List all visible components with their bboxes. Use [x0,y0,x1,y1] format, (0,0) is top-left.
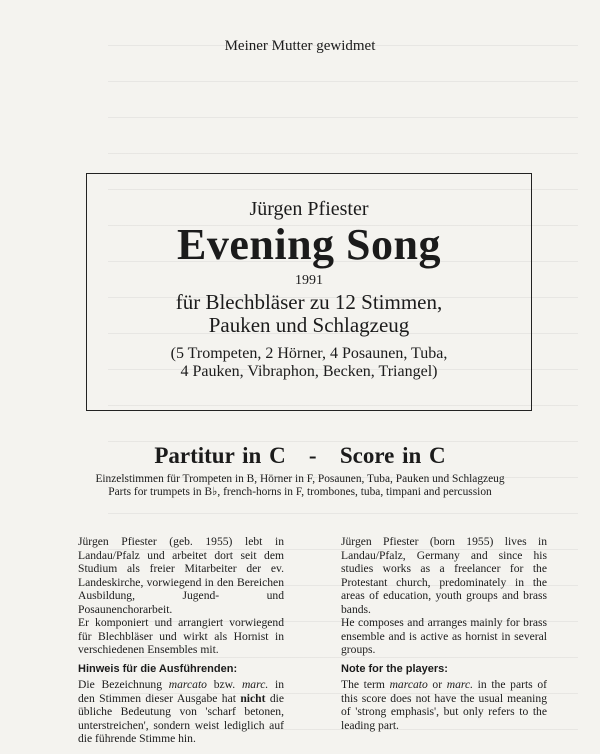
instrumentation-line-2: 4 Pauken, Vibraphon, Becken, Triangel) [180,363,438,380]
english-note-text: The term marcato or marc. in the parts of this score does not have the usual meaning of 'strong emphasis', but only refers to the leading part. [341,678,547,732]
instrumentation-line-1: (5 Trompeten, 2 Hörner, 4 Posaunen, Tuba, [170,345,448,362]
parts-info [0,473,600,499]
german-column [78,535,284,746]
composer-name: Jürgen Pfiester [249,198,369,220]
score-heading: Partitur in C - Score in C [154,443,446,468]
dedication: Meiner Mutter gewidmet [224,38,376,54]
german-bio-paragraph-1: Jürgen Pfiester (geb. 1955) lebt in Landau/Pfalz und arbeitet dort seit dem Studium als freier Mitarbeiter der ev. Landeskirche, vorwiegend in den Bereichen Ausbildung, Jugend- und Posaunenchorarbeit. [78,535,284,616]
german-note-text: Die Bezeichnung marcato bzw. marc. in den Stimmen dieser Ausgabe hat nicht die übliche Bedeutung von 'scharf betonen, unterstreichen', sondern weist lediglich auf die führende Stimme hin. [78,678,285,745]
parts-info-german: Einzelstimmen für Trompeten in B, Hörner in F, Posaunen, Tuba, Pauken und Schlagzeug [95,473,505,485]
title-box [86,173,532,411]
subtitle-line-2: Pauken und Schlagzeug [208,313,410,337]
german-bio-paragraph-2: Er komponiert und arrangiert vorwiegend für Blechbläser und wirkt als Hornist in verschiedenen Ensembles mit. [78,616,284,656]
work-title: Evening Song [177,220,441,269]
german-note-heading: Hinweis für die Ausführenden: [78,662,238,675]
subtitle-line-1: für Blechbläser zu 12 Stimmen, [175,290,443,314]
english-note-heading: Note for the players: [341,662,448,675]
english-column [341,535,547,732]
composition-year: 1991 [295,273,323,288]
english-bio-paragraph-1: Jürgen Pfiester (born 1955) lives in Landau/Pfalz, Germany and since his studies works as a freelancer for the Protestant church, predominately in the areas of education, youth groups and brass bands. [341,535,547,616]
parts-info-english: Parts for trumpets in B♭, french-horns in F, trombones, tuba, timpani and percussion [108,486,492,498]
english-bio-paragraph-2: He composes and arranges mainly for brass ensemble and is active as hornist in several groups. [341,616,547,656]
